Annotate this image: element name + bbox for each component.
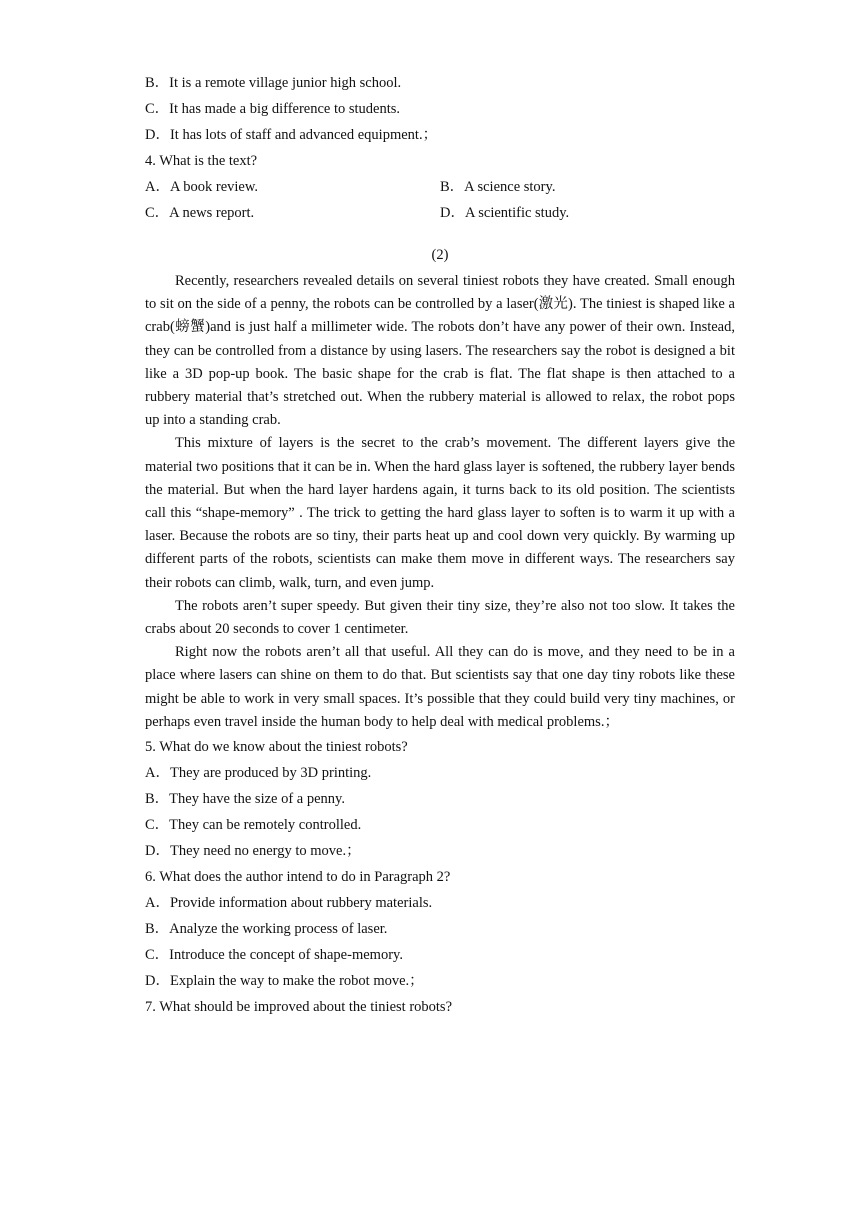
q6-option-c: C．Introduce the concept of shape-memory. <box>145 947 403 964</box>
q3-option-b: B．It is a remote village junior high school. <box>145 75 402 91</box>
q6-option-b: B．Analyze the working process of laser. <box>145 921 388 938</box>
q3-option-c: C．It has made a big difference to students. <box>145 101 401 117</box>
q7-question: 7. What should be improved about the tiniest robots? <box>145 999 452 1016</box>
q3-option-d: D．It has lots of staff and advanced equipment.； <box>145 127 438 143</box>
q6-question: 6. What does the author intend to do in Paragraph 2? <box>145 869 451 886</box>
q4-option-a: A．A book review. <box>145 179 259 195</box>
passage-paragraph-2: This mixture of layers is the secret to the crab’s movement. The different layers give the material two positions that it can be in. When the hard glass layer is softened, the rubbery layer bends the material. But when the hard layer hardens again, it turns back to its old position. The scientists call this “shape-memory” . The trick to getting the hard glass layer to soften is to warm it up with a laser. Because the robots are so tiny, their parts heat up and cool down very quickly. By warming up different parts of the robots, scientists can make them move in different ways. The researchers say their robots can climb, walk, turn, and even jump. <box>145 435 735 591</box>
passage-paragraph-4: Right now the robots aren’t all that useful. All they can do is move, and they need to be in a place where lasers can shine on them to do that. But scientists say that one day tiny robots like these might be able to work in very small spaces. It’s possible that they could build very tiny machines, or perhaps even travel inside the human body to help deal with medical problems.； <box>145 644 735 730</box>
q6-option-d: D．Explain the way to make the robot move.； <box>145 973 424 990</box>
q4-option-c: C．A news report. <box>145 205 255 221</box>
passage-paragraph-1: Recently, researchers revealed details on several tiniest robots they have created. Small enough to sit on the side of a penny, the robots can be controlled by a laser(激光). The tiniest is shaped like a crab(螃蟹)and is just half a millimeter wide. The robots don’t have any power of their own. Instead, they can be controlled from a distance by using lasers. The researchers say the robot is designed a bit like a 3D pop-up book. The basic shape for the crab is flat. The flat shape is then attached to a rubbery material that’s stretched out. When the rubbery material is allowed to relax, the robot pops up into a standing crab. <box>145 273 735 429</box>
section-number: (2) <box>431 247 449 263</box>
q5-option-c: C．They can be remotely controlled. <box>145 817 362 834</box>
q4-question: 4. What is the text? <box>145 153 258 169</box>
q4-option-b: B．A science story. <box>440 179 556 195</box>
q4-option-d: D．A scientific study. <box>440 205 570 221</box>
q6-option-a: A．Provide information about rubbery materials. <box>145 895 433 912</box>
q5-option-d: D．They need no energy to move.； <box>145 843 361 860</box>
q5-question: 5. What do we know about the tiniest robots? <box>145 739 408 756</box>
q4-options-row-2 <box>145 200 735 226</box>
q5-option-a: A．They are produced by 3D printing. <box>145 765 372 782</box>
q4-options-row-1 <box>145 174 735 200</box>
q5-option-b: B．They have the size of a penny. <box>145 791 345 808</box>
document-page <box>145 70 735 1020</box>
passage-paragraph-3: The robots aren’t super speedy. But given their tiny size, they’re also not too slow. It takes the crabs about 20 seconds to cover 1 centimeter. <box>145 597 735 638</box>
